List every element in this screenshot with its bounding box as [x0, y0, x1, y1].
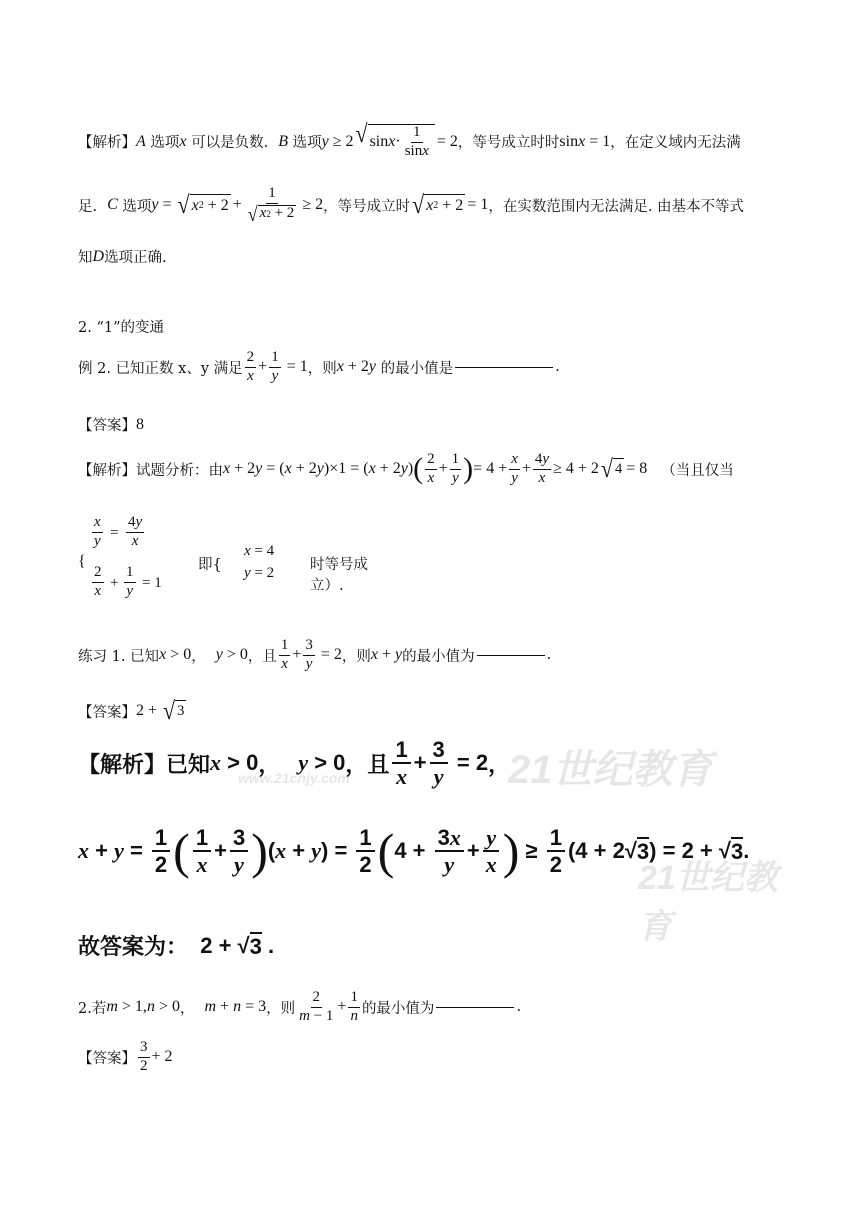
image-line-2: x + y = $\frac{1}{2}$ ( $\frac{1}{x}$ + $\frac{3}{y}$ ) ( x + y ) = $\frac{1}{2}$ ( 4 + $\frac{3x}{y}$ + $\frac{y}{x}$ ) ≥ $\frac{1}{2}$ (4 + 2√ 3 ) = 2 + √ 3 .	[78, 823, 750, 880]
condition-system: { $\frac{x}{y}$ = $\frac{4y}{x}$ $\frac{2}{x}$ + $\frac{1}{y}$ = 1 即{ x = 4 y = 2 时等号成立）.	[78, 514, 368, 599]
answer-blank[interactable]	[455, 367, 553, 368]
answer-blank[interactable]	[436, 1007, 514, 1008]
image-line-3: 故答案为： 2 + √ 3 .	[78, 932, 275, 959]
image-line-1: 【解析】已知 x > 0 ， y > 0 ，且 $\frac{1}{x}$ + $\frac{3}{y}$ = 2 ，	[78, 737, 511, 790]
analysis-line-1: 【解析】 A 选项 x 可以是负数. B 选项 y ≥ 2 √ sin x · $\frac{1}{\sin x}$ = 2 ，等号成立时时 sin x = 1 ，在定义域内无法满	[78, 119, 741, 159]
analysis-line-2: 足. C 选项 y = √ x 2 + 2 + 1 √ x 2 + 2 ≥ 2 ，等号成立时 √ x 2 + 2 = 1 ，在实数范围内无法满足. 由基本不等式	[78, 185, 745, 226]
answer-blank[interactable]	[477, 655, 545, 656]
answer-2: 【答案】 2 + √ 3	[78, 696, 185, 725]
analysis-line-3: 知 D 选项正确.	[78, 247, 167, 266]
analysis-tag: 【解析】	[78, 135, 136, 152]
example-2: 例 2. 已知正数 x、y 满足 $\frac{2}{x}$ + $\frac{1}{y}$ = 1 ，则 x + 2 y 的最小值是 .	[78, 349, 560, 384]
question-2: 2.若 m > 1, n > 0 ， m + n = 3 ，则 $\frac{2}{m - 1}$ + $\frac{1}{n}$ 的最小值为 .	[78, 989, 522, 1024]
practice-1: 练习 1. 已知 x > 0 ， y > 0 ，且 $\frac{1}{x}$ + $\frac{3}{y}$ = 2 ，则 x + y 的最小值为 .	[78, 637, 552, 672]
answer-3: 【答案】 $\frac{3}{2}$ + 2	[78, 1039, 173, 1074]
section-heading: 2. “1”的变通	[78, 320, 164, 336]
solution-1: 【解析】 试题分析：由 x + 2 y = ( x + 2 y )×1 = ( x + 2 y ) ( $\frac{2}{x}$ + $\frac{1}{y}$ ) = 4 + $\frac{x}{y}$ + $\frac{4y}{x}$ ≥ 4 + 2 √ 4 = 8 （当且仅当	[78, 451, 734, 486]
solution-image: 21世纪教育 21世纪教育 www.21cnjy.com 【解析】已知 x > 0 ， y > 0 ，且 $\frac{1}{x}$ + $\frac{3}{y}$ = 2 ， x + y = $\frac{1}{2}$ ( $\frac{1}{x}$ + $\frac{3}{y}$ ) ( x + y ) = $\frac{1}{2}$ ( 4 + $\frac{3x}{y}$ + $\frac{y}{x}$ ) ≥ $\frac{1}{2}$ (4 + 2√ 3 ) = 2 + √ 3 . 故答案为： 2 + √ 3 .	[78, 730, 778, 978]
answer-1: 【答案】 8	[78, 415, 144, 434]
